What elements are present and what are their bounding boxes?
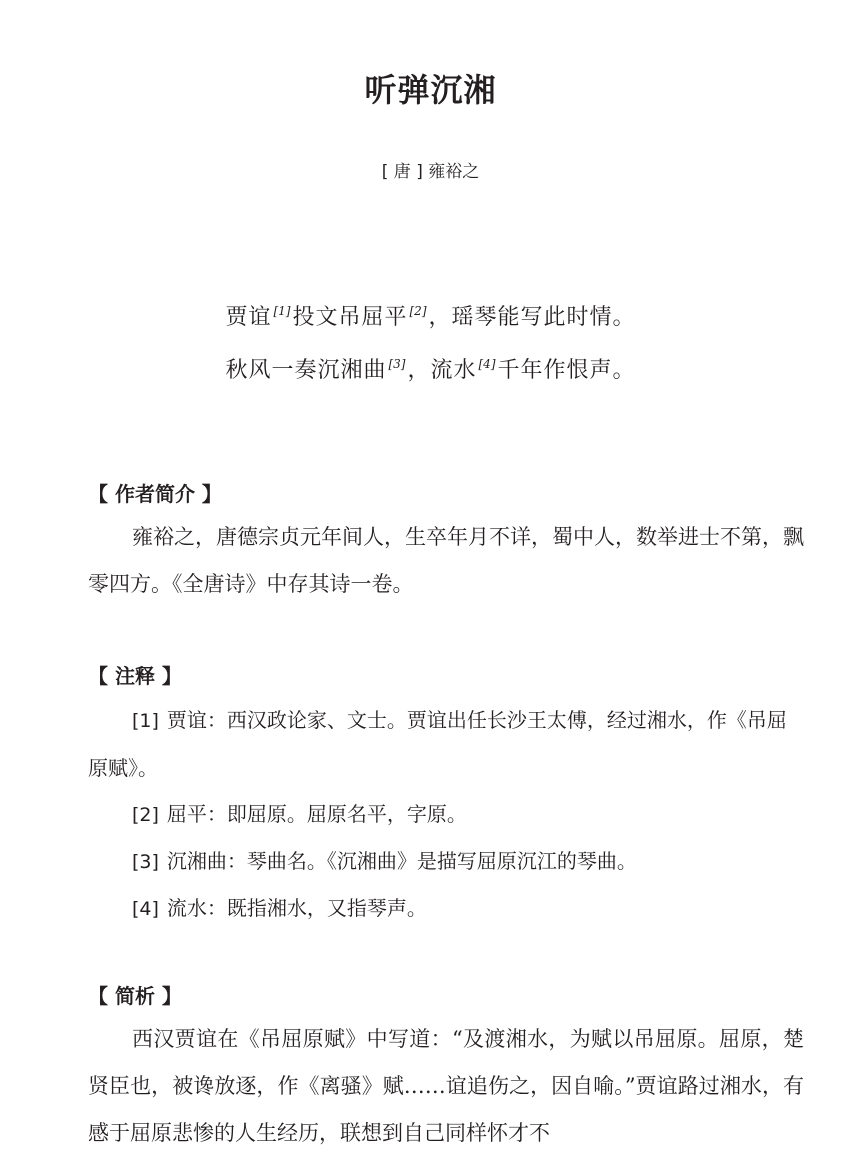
poem-line-1-part-b: 投文吊屈平 (292, 305, 408, 330)
note-text: 屈平：即屈原。屈原名平，字原。 (166, 802, 467, 826)
poem-line-2-part-c: 千年作恨声。 (497, 358, 636, 383)
note-item-4 (88, 885, 804, 933)
note-number: [1] (132, 710, 159, 732)
footnote-ref-3: [3] (388, 357, 406, 371)
note-text: 贾谊：西汉政论家、文士。贾谊出任长沙王太傅，经过湘水，作《吊屈原赋》。 (88, 708, 787, 780)
poem-line-2 (0, 341, 861, 394)
author-intro-heading: 【 作者简介 】 (88, 482, 222, 506)
poem-line-1 (0, 288, 861, 341)
analysis-text: 西汉贾谊在《吊屈原赋》中写道：“及渡湘水，为赋以吊屈原。屈原，楚贤臣也，被谗放逐，作《离骚》赋……谊追伤之，因自喻。”贾谊路过湘水，有感于屈原悲惨的人生经历，联想到自己同样怀才不 (88, 1027, 804, 1145)
poem-author: [ 唐 ] 雍裕之 (381, 162, 480, 182)
poem-line-2-part-a: 秋风一奏沉湘曲 (225, 358, 387, 383)
analysis-heading: 【 简析 】 (88, 984, 182, 1008)
footnote-ref-1: [1] (273, 304, 291, 318)
poem-line-2-part-b: ，流水 (407, 358, 477, 383)
note-number: [3] (132, 851, 159, 873)
note-number: [4] (132, 898, 159, 920)
note-item-1 (88, 697, 804, 792)
note-item-3 (88, 838, 804, 886)
author-intro-text: 雍裕之，唐德宗贞元年间人，生卒年月不详，蜀中人，数举进士不第，飘零四方。《全唐诗》中存其诗一卷。 (88, 525, 804, 596)
footnote-ref-4: [4] (478, 357, 496, 371)
note-number: [2] (132, 804, 159, 826)
note-text: 流水：既指湘水，又指琴声。 (166, 896, 427, 920)
poem-title: 听弹沉湘 (364, 71, 497, 109)
note-text: 沉湘曲：琴曲名。《沉湘曲》是描写屈原沉江的琴曲。 (166, 849, 637, 873)
poem-line-1-part-a: 贾谊 (225, 305, 272, 330)
poem-line-1-part-c: ，瑶琴能写此时情。 (428, 305, 636, 330)
notes-heading: 【 注释 】 (88, 664, 182, 688)
poem-body (0, 288, 861, 394)
note-item-2 (88, 791, 804, 839)
footnote-ref-2: [2] (409, 304, 427, 318)
